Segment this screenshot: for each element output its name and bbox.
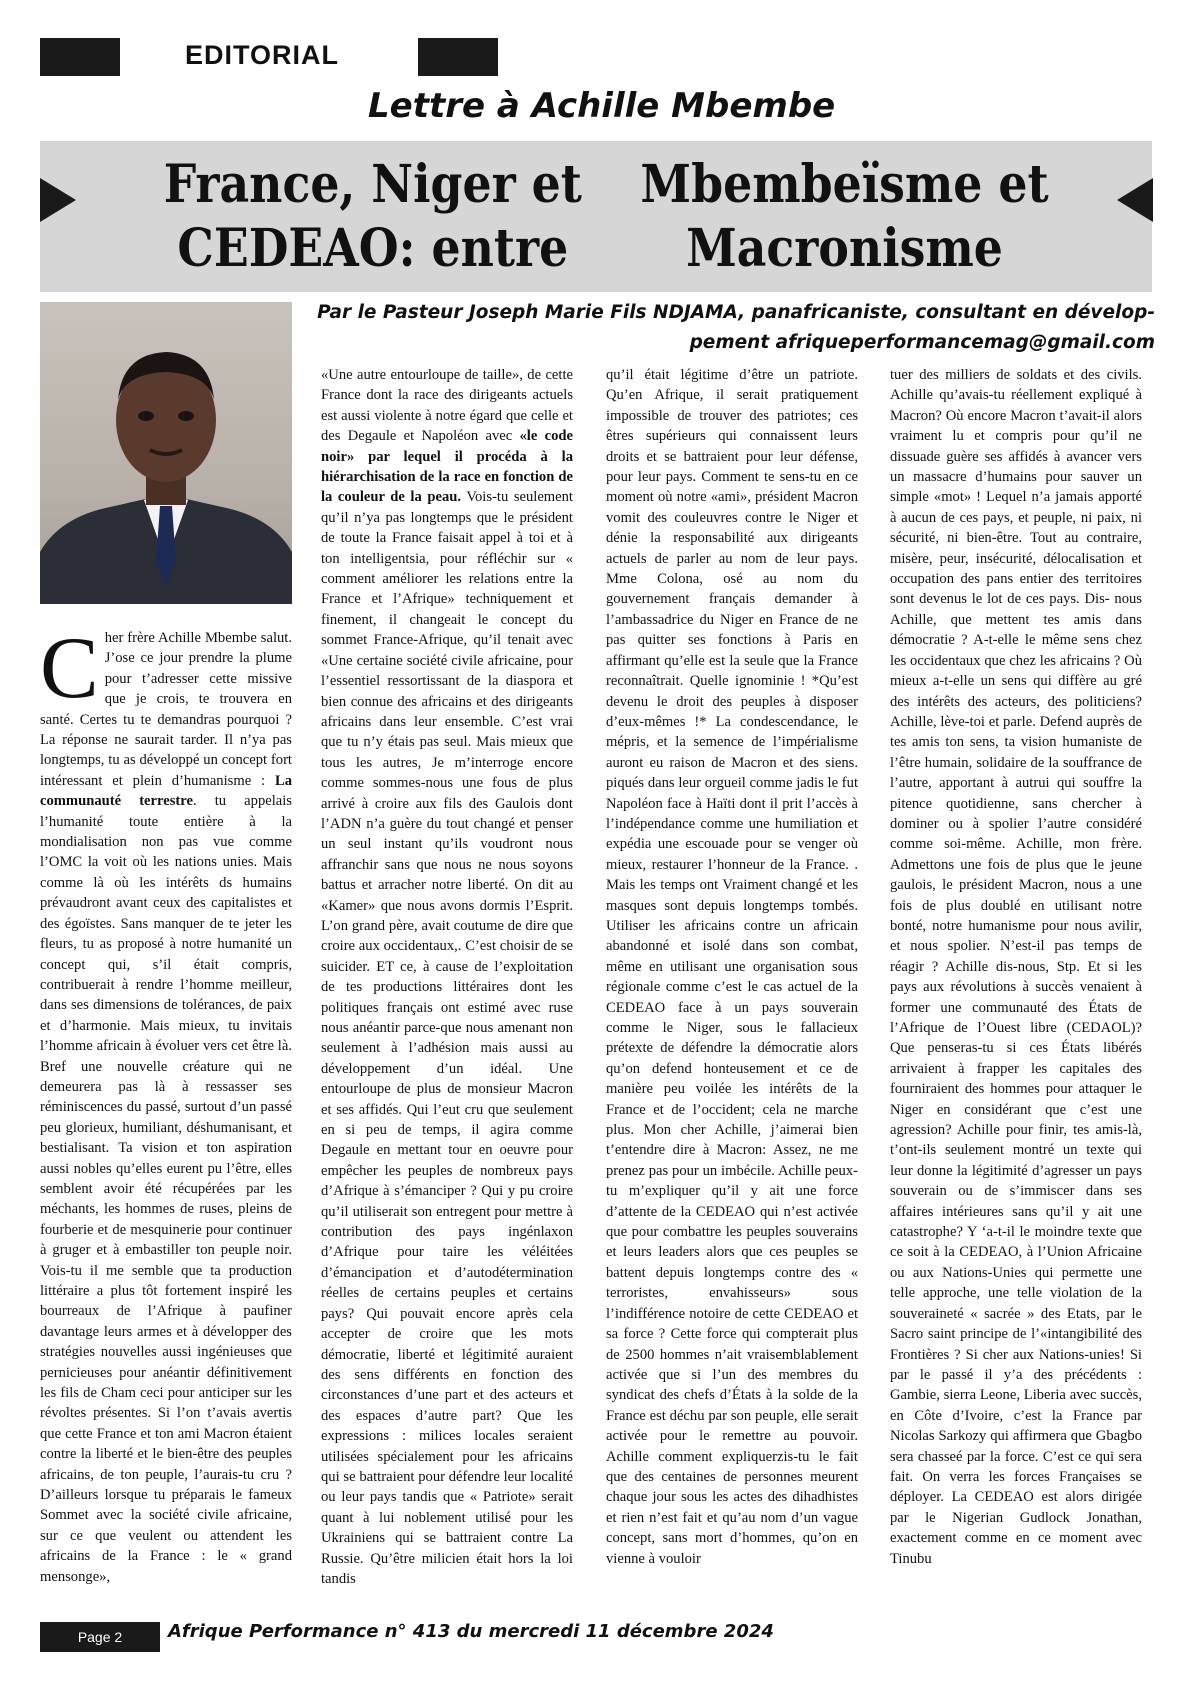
headline-line-1: France, Niger et CEDEAO: entre [163,153,582,279]
text-run: her frère Achille Mbembe salut. J’ose ce jour prendre la plume pour t’adresser cette missive que je crois, te trouvera en santé. Certes tu te demandras pourquoi ? La réponse ne saurait tarder. Il n’ya pas longtemps, tu as développé un concept fort intéressant et plein d’humanisme : [40,630,292,789]
text-run: «Une autre entourloupe de taille», de cette France dont la race des dirigeants actuels est aussi violente à notre égard que celle et des Degaule et Napoléon avec [321,367,573,445]
drop-cap: C [40,620,99,717]
article-column-3 [606,365,858,1569]
header-bar-left [40,38,120,76]
section-label: EDITORIAL [185,40,340,70]
article-paragraph-2 [321,365,573,1589]
triangle-right-icon [40,178,76,222]
issue-info: Afrique Performance n° 413 du mercredi 11 décembre 2024 [168,1621,774,1642]
article-column-4 [890,365,1142,1569]
article-paragraph-1 [40,620,292,1587]
byline-line-1: Par le Pasteur Joseph Marie Fils NDJAMA, panafricaniste, consultant en dévelop- [317,302,1155,323]
text-run: . tu appelais l’humanité toute entière à la mondialisation non pas vue comme l’OMC la voit où les nations unies. Mais comme là où les intérêts ds humains prévaudront avant ceux des capitalistes et des égoïstes. Sans manquer de te jeter les fleurs, tu as proposé à notre humanité un concept qui, s’il était compris, contribuerait à rendre l’homme meilleur, dans ses dimensions de tolérances, de paix et d’harmonie. Mais mieux, tu invitais l’homme africain à évoluer vers cet être là. Bref une nouvelle créature qui ne demeurera pas là à ressasser ses réminiscences du passé, surtout d’un passé peu glorieux, humiliant, déshumanisant, et bestialisant. Ta vision et ton aspiration aussi nobles qu’elles eurent pu l’être, elles semblent avoir été récupérées par les méchants, les hommes de ruses, pleins de fourberie et de mesquinerie pour continuer à gruger et à embastiller ton peuple noir. Vois-tu il me semble que ta production littéraire a plus tôt fortement inspiré les bourreaux de l’Afrique à paufiner davantage leurs armes et à développer des stratégies nouvelles aussi ingénieuses que pernicieuses pour anéantir définitivement les fils de Cham ceci pour anticiper sur les révoltes présentes. Si l’on t’avais avertis que cette France et ton ami Macron étaient contre la liberté et le bien-être des peuples africains, de ton peuple, l’aurais-tu cru ? D’ailleurs lorsque tu préparais le fameux Sommet avec la société civile africaine, sur ce que veulent ou attendent les africains de la France : le « grand mensonge», [40,793,292,1585]
article-column-1 [40,620,292,1587]
kicker-title: Lettre à Achille Mbembe [368,86,836,126]
author-photo [40,302,292,604]
byline [300,298,1155,358]
triangle-left-icon [1117,178,1153,222]
portrait-illustration [40,302,292,604]
byline-line-2: pement afriqueperformancemag@gmail.com [689,332,1155,353]
article-paragraph-4: tuer des milliers de soldats et des civils. Achille qu’avais-tu réellement expliqué à Macron? Où encore Macron t’avait-il alors vraiment lu et compris pour qu’il ne dissuade guère ses affidés à avancer vers un massacre d’humains pour sauver un simple «mot» ! Lequel n’a jamais apporté à aucun de ces pays, et peuple, ni paix, ni sécurité, ni bien-être. Tout au contraire, misère, peur, insécurité, délocalisation et occupation des pans entier des territoires sont devenus le lot de ces pays. Dis- nous Achille, que mettent tes amis dans démocratie ? A-t-elle le même sens chez les occidentaux que chez les africains ? Où mieux a-t-elle un sens qui diffère au gré des intérêts des acteurs, des politiciens? Achille, lève-toi et parle. Defend auprès de tes amis ton sens, ta vision humaniste de l’être humain, solidaire de la souffrance de l’autre, apportant à autrui qui souffre la pitence quotidienne, sans chercher à dominer ou à spolier l’autre considéré comme soi-même. Achille, mon frère. Admettons une fois de plus que le jeune gaulois, le président Macron, nous a une fois de plus doublé en utilisant notre bonté, notre humanisme pour nous avilir, et nous spolier. N’est-il pas temps de réagir ? Achille dis-nous, Stp. Et si les pays aux révolutions à succès venaient à former une communauté des États de l’Afrique de l’Ouest libre (CEDAOL)? Que penseras-tu si ces États libérés arrivaient à frapper les capitales des fourniraient des hommes pour attaquer le Niger en considérant que c’est une agression? Achille pour finir, tes amis-là, t’ont-ils seulement montré un texte qui leur donne la légitimité d’agresser un pays souverain ou de s’immiscer dans ses affaires intérieures sans qu’il y ait une catastrophe? Y ‘a-t-il le moindre texte que ce soit à la CEDEAO, à l’Union Africaine ou aux Nations-Unies qui permette une telle approche, une telle violation de la souveraineté « sacrée » des Etats, par le Sacro saint principe de l’«intangibilité des Frontières ? Si cher aux Nations-unies! Si par le passé il y’a des précédents : Gambie, sierra Leone, Liberia avec succès, en Côte d’Ivoire, c’est la France par Nicolas Sarkozy qui affirmera que Gbagbo sera chasseé par la force. C’est ce qui sera fait. On verra les forces Françaises se déployer. La CEDEAO est alors dirigée par le Nigerian Gudlock Jonathan, exactement comme en ce moment avec Tinubu [890,367,1142,1567]
page-number: Page 2 [77,1629,123,1645]
bold-text-run: La communauté terrestre [40,772,292,810]
article-column-2 [321,365,573,1589]
header-bar-right [418,38,498,76]
headline-line-2: Mbembeïsme et Macronisme [640,153,1049,279]
article-paragraph-3: qu’il était légitime d’être un patriote. Qu’en Afrique, il serait pratiquement impossible de trouver des patriotes; ces êtres supérieurs qui connaissent leurs droits et se battraient pour leur défense, pour leur pays. Comment te sens-tu en ce moment où notre «ami», président Macron vomit des couleuvres contre le Niger et dénie la responsabilité aux dirigeants actuels de parler au nom de leur pays. Mme Colona, osé au nom du gouvernement français demander à l’ambassadrice du Niger en France de ne pas quitter ses fonctions à Paris en affirmant qu’elle est la seule que la France reconnaîtrait. Quelle ignominie ! *Qu’est devenu le droit des peuples à disposer d’eux-mêmes !* La condescendance, le mépris, et la semence de l’impérialisme auront eu raison de Macron et des siens. piqués dans leur orgueil comme jadis le fut Napoléon face à Haïti dont il prit l’accès à l’indépendance comme une humiliation et expédia une escouade pour se venger où mieux, restaurer l’honneur de la France. . Mais les temps ont Vraiment changé et les masques sont depuis longtemps tombés. Utiliser les africains contre un africain abandonné et isolé dans son combat, même en utilisant une organisation sous régionale comme c’est le cas actuel de la CEDEAO face à un pays souverain comme le Niger, sous le fallacieux prétexte de défendre la démocratie alors qu’on defend honteusement et ce de manière peu voilée les intérêts de la France et de l’occident; cela ne marche plus. Mon cher Achille, j’aimerai bien t’entendre dire à Macron: Assez, ne me prenez pas pour un imbécile. Achille peux-tu m’expliquer qu’il y ait une force d’attente de la CEDEAO qui n’est activée que pour combattre les peuples souverains et leurs leaders alors que ces peuples se battent depuis longtemps contre des « terroristes, envahisseurs» sous l’indifférence notoire de cette CEDEAO et sa force ? Cette force qui compterait plus de 2500 hommes n’ait vraisemblablement activée que si l’un des membres du syndicat des chefs d’États à la solde de la France est déchu par son peuple, elle serait activée pour le remettre au pouvoir. Achille comment expliquerzis-tu le fait que des centaines de personnes meurent chaque jour sous les actes des dihadhistes et rien n’est fait et qu’au nom d’un vague concept, sans mort d’hommes, qu’on en vienne à vouloir [606,367,858,1567]
text-run: Vois-tu seulement qu’il n’ya pas longtemps que le président de toute la France faisait appel à toi et à ton intelligentsia, pour réfléchir sur « comment améliorer les relations entre la France et l’Afrique» techniquement et finement, il changeait le concept du sommet France-Afrique, qu’il tenait avec «Une certaine société civile africaine, pour l’essentiel ressortissant de la diaspora et bien connue des africains et des dirigeants africains dans leur ensemble. C’est vrai que tu n’y étais pas seul. Mais mieux que tous les autres, Je m’interroge encore comme sommes-nous une fous de plus arrivé à croire aux fils des Gaulois dont l’ADN n’a guère du tout changé et penser un seul instant qu’ils voudront nous affranchir sans que nous ne nous soyons battus et arracher notre liberté. On dit au «Kamer» que nous avons dormis l’Esprit. L’on grand père, avait coutume de dire que croire aux occidentaux,. C’est choisir de se suicider. ET ce, à cause de l’exploitation de tes productions littéraires dont les politiques français ont estimé avec ruse nous anéantir parce-que nous amenant non seulement à l’adhésion mais aussi au développement d’un idéal. Une entourloupe de plus de monsieur Macron et ses affidés. Qui l’eut cru que seulement en si peu de temps, il agira comme Degaule en mettant tour en oeuvre pour empêcher les peuples de nombreux pays d’Afrique à s’émanciper ? Qui y pu croire qu’il utiliserait son entregent pour mettre à contribution des pays ingénlaxon d’Afrique pour taire les véléitées d’émancipation et d’autodétermination réelles de certains peuples et certains pays? Qui pouvait encore après cela accepter de croire que les mots démocratie, liberté et légitimité auraient des sens différents en fonction des circonstances d’une part et des acteurs et des espaces d’autre part? Que les expressions : milices locales seraient utilisées spécialement pour les africains qui se battraient pour défendre leur localité ou leur pays tandis que « Patriote» serait quant à lui noblement utilisé pour les Ukrainiens qui se battraient contre La Russie. Qu’être milicien était hors la loi tandis [321,489,573,1587]
bold-text-run: «le code noir» par lequel il procéda à la hiérarchisation de la race en fonction de la couleur de la peau. [321,428,573,506]
headline [124,141,1067,292]
